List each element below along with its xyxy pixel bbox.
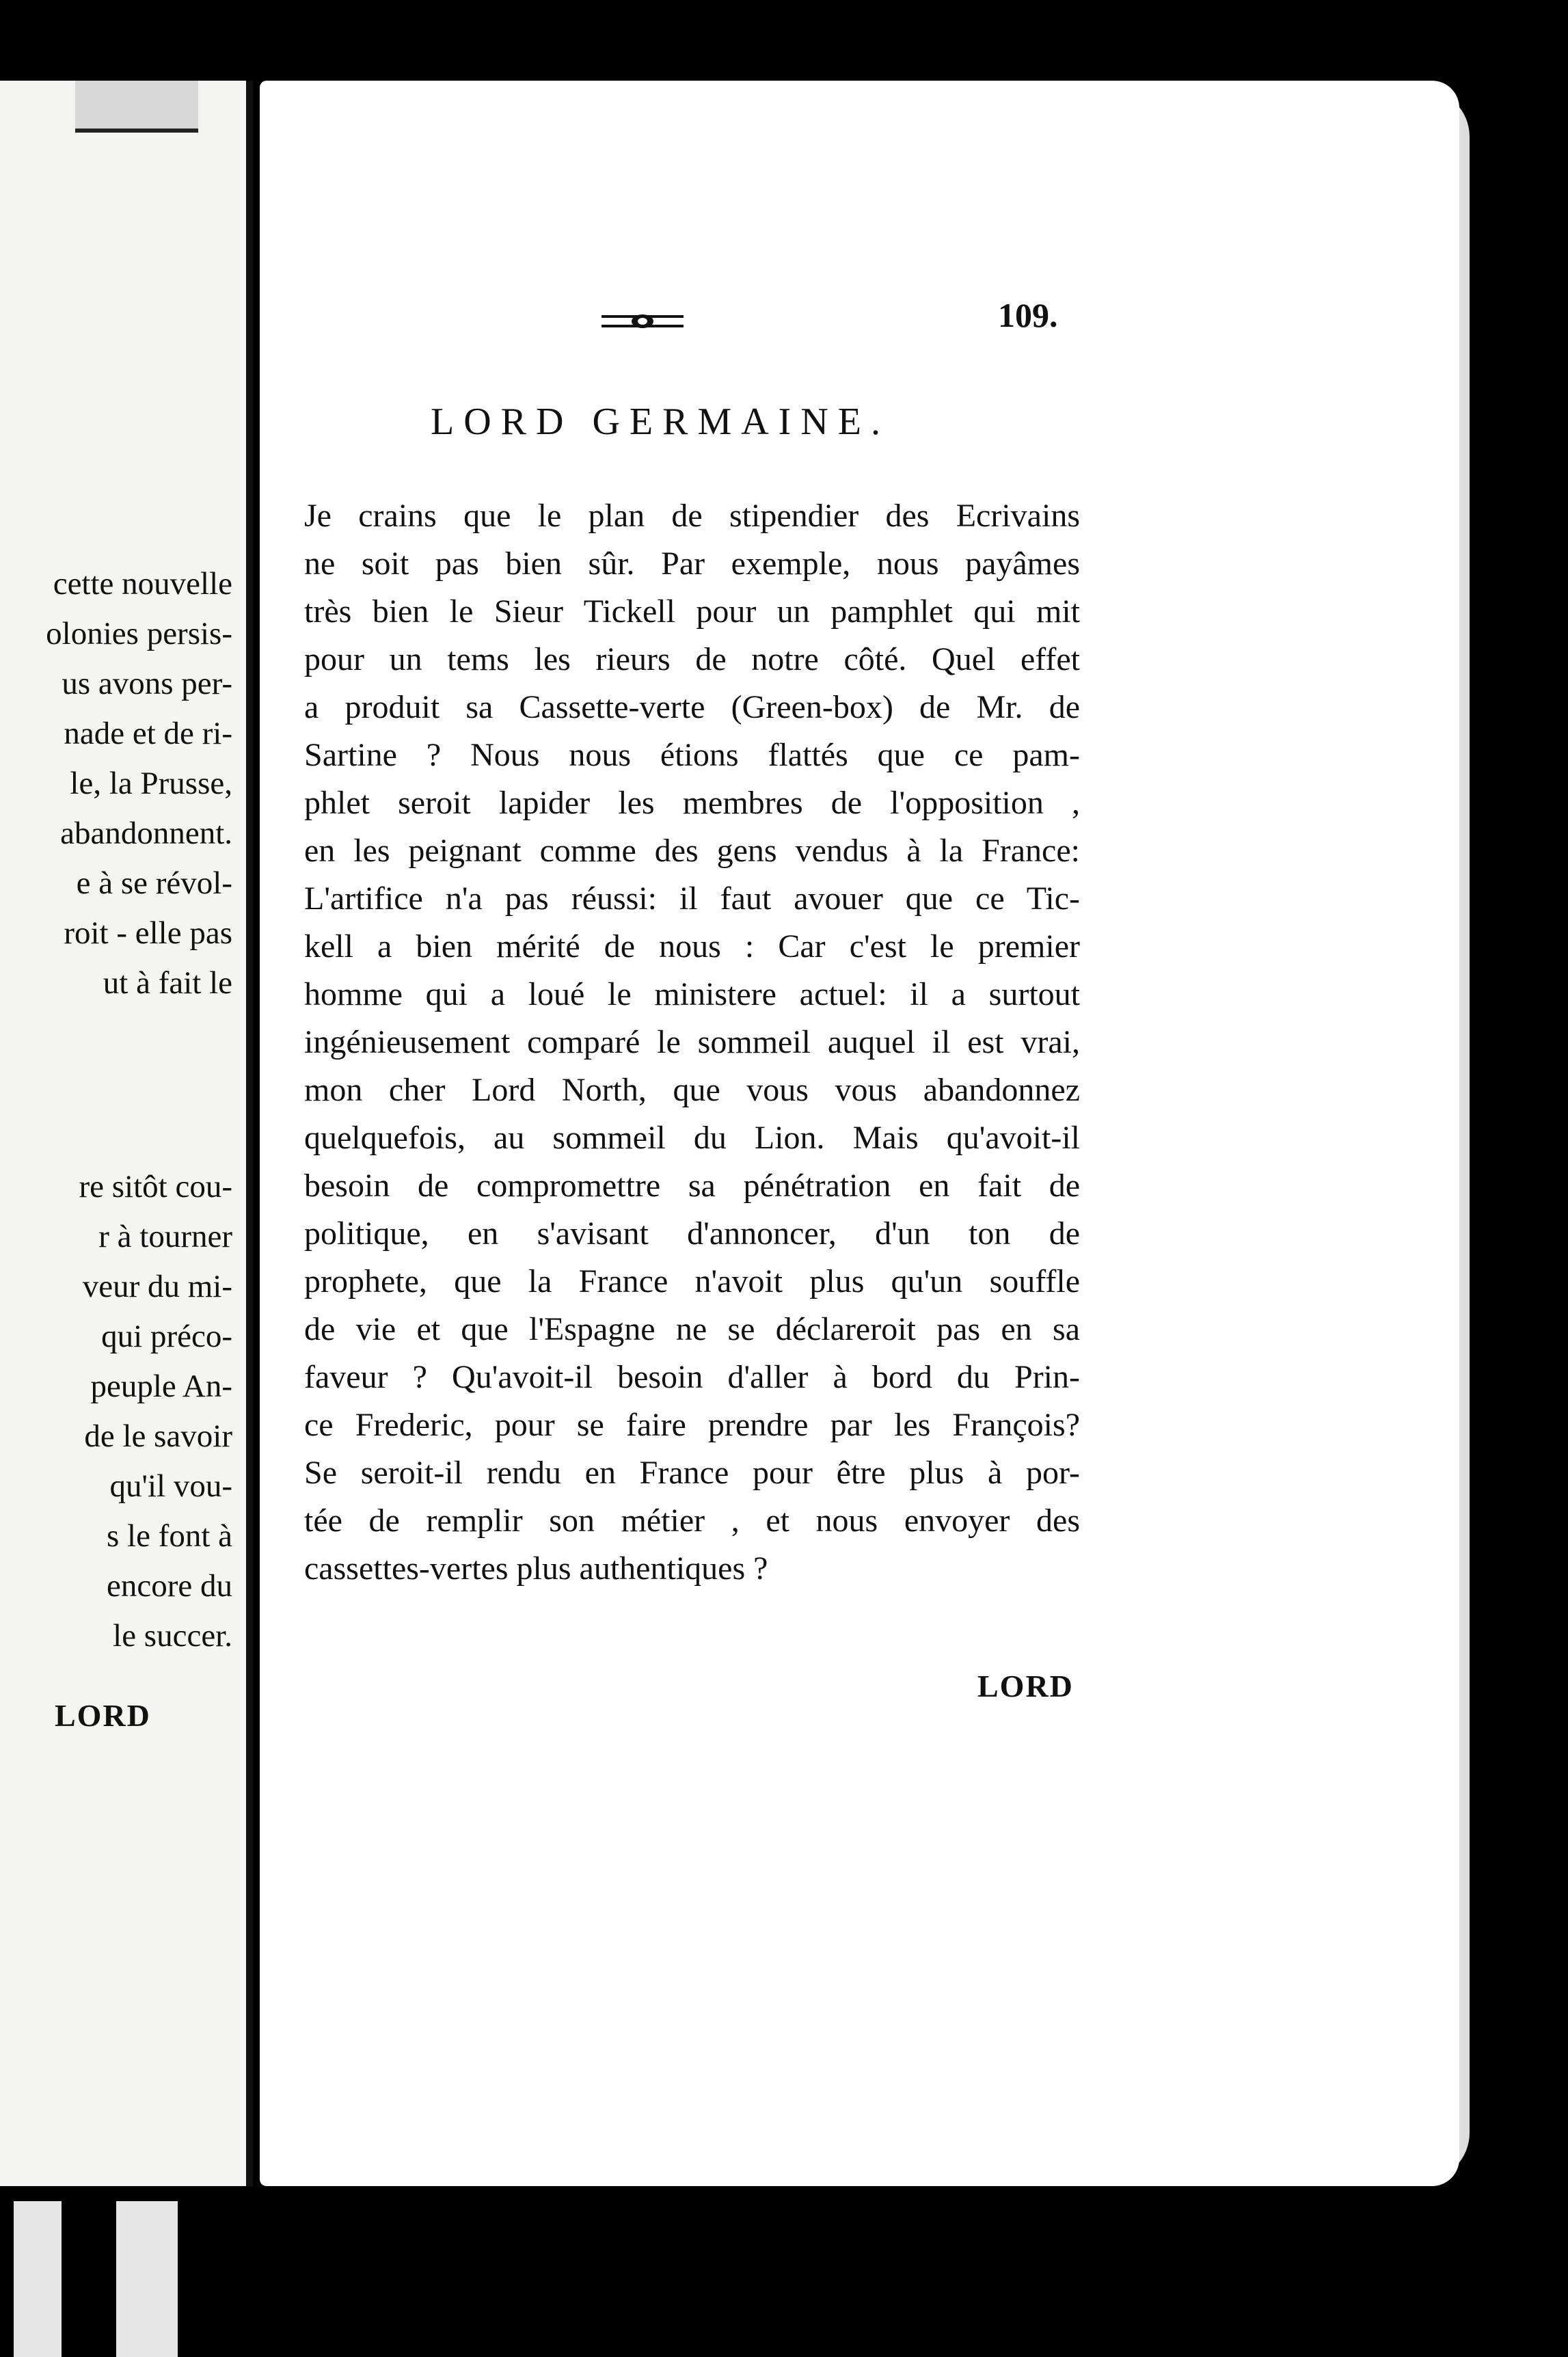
left-line: le, la Prusse, [70,766,232,801]
text-line: Je crains que le plan de stipendier des Ecrivains [304,498,1080,534]
text-line: politique, en s'avisant d'annoncer, d'un ton de [304,1215,1080,1252]
left-page [0,81,253,2186]
text-line: tée de remplir son métier , et nous envoyer des [304,1503,1080,1539]
text-line: ne soit pas bien sûr. Par exemple, nous payâmes [304,546,1080,582]
left-line: re sitôt cou- [79,1169,232,1204]
text-line: L'artifice n'a pas réussi: il faut avouer que ce Tic- [304,880,1080,917]
page-title: LORD GERMAINE. [431,401,890,443]
text-line: ingénieusement comparé le sommeil auquel il est vrai, [304,1024,1080,1060]
text-line: quelquefois, au sommeil du Lion. Mais qu'avoit-il [304,1120,1080,1156]
text-line: a produit sa Cassette-verte (Green-box) de Mr. de [304,689,1080,725]
text-line: homme qui a loué le ministere actuel: il a surtout [304,976,1080,1012]
left-line: veur du mi- [82,1269,232,1304]
text-line: très bien le Sieur Tickell pour un pamphlet qui mit [304,593,1080,630]
binding-stripe [14,2201,62,2357]
left-line: qui préco- [101,1319,232,1354]
text-line: kell a bien mérité de nous : Car c'est le premier [304,928,1080,965]
left-line: s le font à [106,1518,232,1554]
text-line: faveur ? Qu'avoit-il besoin d'aller à bord du Prin- [304,1359,1080,1395]
text-line: en les peignant comme des gens vendus à la France: [304,833,1080,869]
text-line: Sartine ? Nous nous étions flattés que ce pam- [304,737,1080,773]
left-line: e à se révol- [76,865,232,901]
left-line: roit - elle pas [64,915,232,951]
text-line: de vie et que l'Espagne ne se déclareroit pas en sa [304,1311,1080,1347]
left-line: qu'il vou- [109,1468,232,1504]
left-line: encore du [107,1568,232,1604]
text-line: pour un tems les rieurs de notre côté. Quel effet [304,641,1080,677]
ornament-icon [601,311,684,332]
left-line: r à tourner [98,1219,232,1254]
left-line: olonies persis- [46,616,232,651]
text-line: Se seroit-il rendu en France pour être plus à por- [304,1455,1080,1491]
left-line: nade et de ri- [64,716,232,751]
catchword: LORD [977,1669,1074,1703]
left-line: peuple An- [90,1369,232,1404]
left-line: cette nouvelle [53,566,232,602]
page-number: 109. [998,296,1058,334]
left-line: us avons per- [62,666,232,701]
left-page-text [0,559,232,1661]
body-text [304,492,1080,1593]
left-line: ut à fait le [103,965,232,1001]
left-line: de le savoir [84,1418,232,1454]
text-line: cassettes-vertes plus authentiques ? [304,1550,768,1587]
text-line: phlet seroit lapider les membres de l'opposition , [304,785,1080,821]
text-line: besoin de compromettre sa pénétration en fait de [304,1168,1080,1204]
left-catchword: LORD [55,1698,151,1733]
left-line: abandonnent. [60,816,232,851]
text-line: mon cher Lord North, que vous vous abandonnez [304,1072,1080,1108]
binding-stripe [116,2201,178,2357]
bookmark-tab [75,81,198,133]
left-line: le succer. [113,1618,232,1654]
text-line: prophete, que la France n'avoit plus qu'un souffle [304,1263,1080,1299]
text-line: ce Frederic, pour se faire prendre par les François? [304,1407,1080,1443]
